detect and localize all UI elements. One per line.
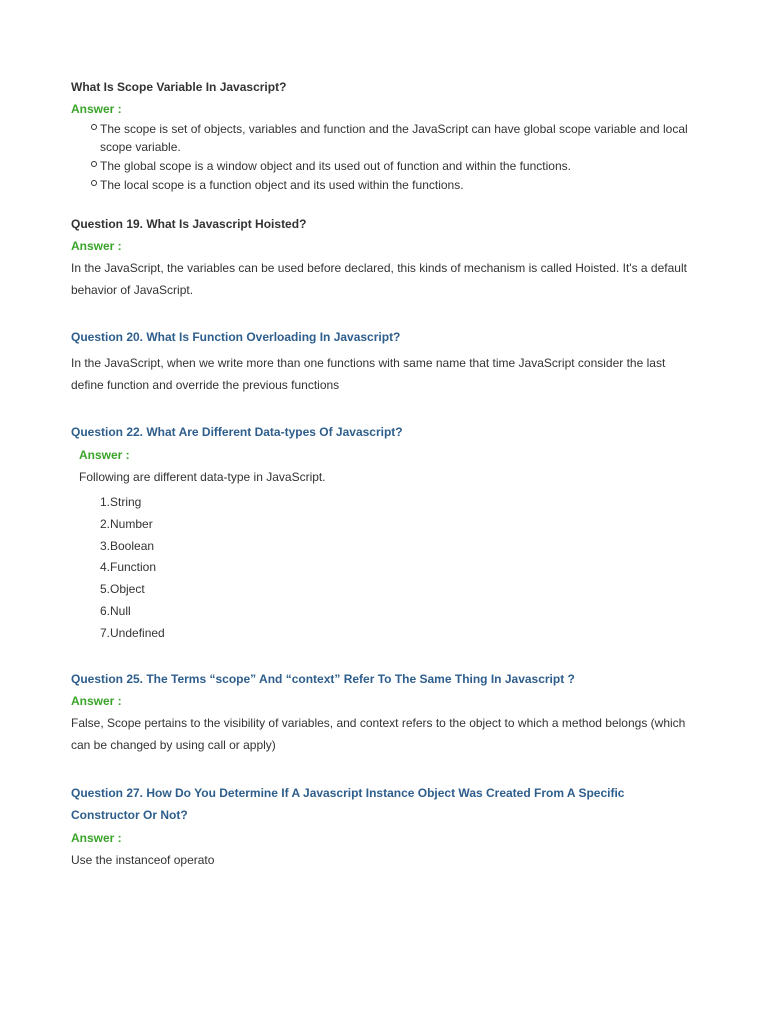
data-type-list	[71, 492, 691, 645]
answer-label: Answer :	[71, 830, 122, 845]
answer-label: Answer :	[71, 693, 122, 708]
document-page	[71, 77, 691, 871]
question-title: What Is Scope Variable In Javascript?	[71, 80, 287, 94]
question-title: Question 19. What Is Javascript Hoisted?	[71, 217, 307, 231]
answer-block	[71, 446, 691, 488]
answer-label: Answer :	[71, 239, 122, 253]
list-item: 1.String	[100, 495, 142, 509]
question-title: Question 25. The Terms “scope” And “context” Refer To The Same Thing In Javascript ?	[71, 671, 575, 686]
list-item: 6.Null	[100, 603, 131, 618]
list-item: The local scope is a function object and its used within the functions.	[91, 176, 691, 194]
circle-bullet-icon	[91, 124, 97, 130]
list-item: 7.Undefined	[100, 625, 165, 640]
question-title: Question 20. What Is Function Overloading In Javascript?	[71, 330, 401, 344]
answer-label: Answer :	[79, 448, 130, 462]
list-item: The scope is set of objects, variables and function and the JavaScript can have global scope variable and local scope variable.	[91, 120, 691, 156]
question-title: Question 22. What Are Different Data-types Of Javascript?	[71, 425, 403, 439]
qa-section-q27	[71, 782, 691, 871]
answer-text: Use the instanceof operato	[71, 852, 215, 867]
answer-text: Following are different data-type in JavaScript.	[79, 470, 326, 484]
answer-text: In the JavaScript, the variables can be used before declared, this kinds of mechanism is called Hoisted. It's a default behavior of JavaScript.	[71, 261, 687, 297]
answer-text: False, Scope pertains to the visibility of variables, and context refers to the object to which a method belongs (which can be changed by using call or apply)	[71, 715, 686, 752]
answer-bullet-list	[71, 120, 691, 194]
qa-section-scope-variable	[71, 77, 691, 194]
circle-bullet-icon	[91, 161, 97, 167]
list-item: The global scope is a window object and its used out of function and within the functions.	[91, 157, 691, 175]
qa-section-q20	[71, 327, 691, 396]
answer-text: In the JavaScript, when we write more than one functions with same name that time JavaScript consider the last define function and override the previous functions	[71, 356, 666, 392]
list-item: 4.Function	[100, 560, 157, 575]
list-item: 3.Boolean	[100, 538, 155, 553]
list-item: 2.Number	[100, 516, 153, 531]
question-title: Question 27. How Do You Determine If A Javascript Instance Object Was Created From A Specific Constructor Or Not?	[71, 785, 625, 822]
qa-section-q22	[71, 422, 691, 645]
qa-section-q19	[71, 214, 691, 301]
qa-section-q25	[71, 669, 691, 756]
circle-bullet-icon	[91, 180, 97, 186]
list-item: 5.Object	[100, 582, 145, 597]
answer-label: Answer :	[71, 102, 122, 116]
